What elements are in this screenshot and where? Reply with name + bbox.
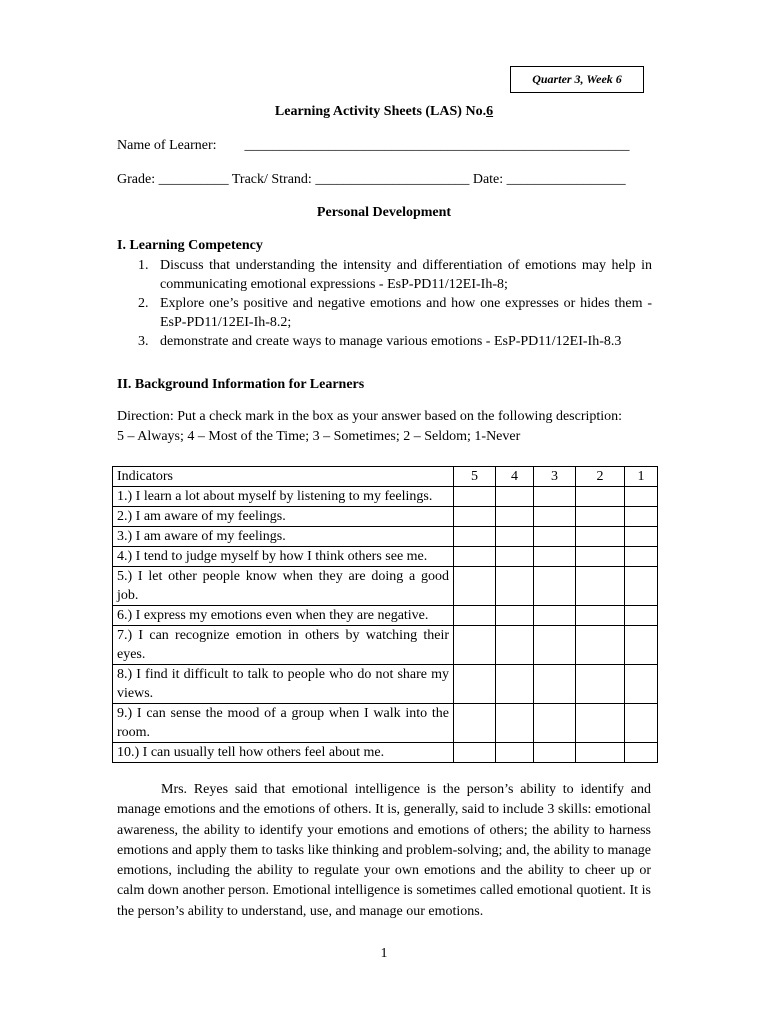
checkbox-cell-4[interactable] bbox=[496, 507, 534, 527]
title-text: Learning Activity Sheets (LAS) No. bbox=[274, 104, 487, 119]
checkbox-cell-3[interactable] bbox=[534, 487, 576, 507]
competency-list bbox=[138, 256, 652, 351]
checkbox-cell-4[interactable] bbox=[496, 487, 534, 507]
checkbox-cell-5[interactable] bbox=[454, 527, 496, 547]
date-blank[interactable]: _________________ bbox=[506, 172, 626, 187]
checkbox-cell-3[interactable] bbox=[534, 626, 576, 665]
table-row bbox=[113, 507, 658, 527]
indicator-text: 9.) I can sense the mood of a group when I walk into the room. bbox=[113, 704, 454, 743]
checkbox-cell-4[interactable] bbox=[496, 527, 534, 547]
indicators-table bbox=[112, 466, 658, 763]
title-number: 6 bbox=[486, 104, 494, 119]
competency-item: 1. Discuss that understanding the intensity and differentiation of emotions may help in communicating emotional expressions - EsP-PD11/12EI-Ih-8; bbox=[138, 258, 652, 292]
checkbox-cell-5[interactable] bbox=[454, 567, 496, 606]
checkbox-cell-2[interactable] bbox=[576, 626, 625, 665]
table-header-row bbox=[113, 467, 658, 487]
indicator-text: 3.) I am aware of my feelings. bbox=[113, 527, 454, 547]
checkbox-cell-5[interactable] bbox=[454, 547, 496, 567]
checkbox-cell-5[interactable] bbox=[454, 606, 496, 626]
indicator-text: 2.) I am aware of my feelings. bbox=[113, 507, 454, 527]
quarter-week-box: Quarter 3, Week 6 bbox=[510, 66, 644, 93]
table-row bbox=[113, 606, 658, 626]
checkbox-cell-1[interactable] bbox=[625, 606, 658, 626]
checkbox-cell-1[interactable] bbox=[625, 704, 658, 743]
checkbox-cell-5[interactable] bbox=[454, 487, 496, 507]
checkbox-cell-2[interactable] bbox=[576, 487, 625, 507]
checkbox-cell-3[interactable] bbox=[534, 743, 576, 763]
checkbox-cell-1[interactable] bbox=[625, 547, 658, 567]
grade-blank[interactable]: __________ bbox=[158, 172, 229, 187]
table-row bbox=[113, 665, 658, 704]
indicator-text: 1.) I learn a lot about myself by listening to my feelings. bbox=[113, 487, 454, 507]
scale-header-3: 3 bbox=[534, 467, 576, 487]
table-row bbox=[113, 704, 658, 743]
checkbox-cell-1[interactable] bbox=[625, 567, 658, 606]
checkbox-cell-1[interactable] bbox=[625, 487, 658, 507]
indicators-header: Indicators bbox=[113, 467, 454, 487]
page-number: 1 bbox=[380, 946, 388, 961]
checkbox-cell-2[interactable] bbox=[576, 567, 625, 606]
grade-track-date-row bbox=[117, 172, 626, 188]
scale-header-1: 1 bbox=[625, 467, 658, 487]
checkbox-cell-2[interactable] bbox=[576, 606, 625, 626]
checkbox-cell-2[interactable] bbox=[576, 704, 625, 743]
scale-legend: 5 – Always; 4 – Most of the Time; 3 – Sometimes; 2 – Seldom; 1-Never bbox=[117, 429, 521, 444]
checkbox-cell-2[interactable] bbox=[576, 527, 625, 547]
competency-item: 2. Explore one’s positive and negative emotions and how one expresses or hides them - EsP-PD11/12EI-Ih-8.2; bbox=[138, 296, 652, 330]
checkbox-cell-1[interactable] bbox=[625, 527, 658, 547]
checkbox-cell-2[interactable] bbox=[576, 665, 625, 704]
track-label: Track/ Strand: bbox=[231, 172, 312, 187]
indicator-text: 6.) I express my emotions even when they are negative. bbox=[113, 606, 454, 626]
checkbox-cell-1[interactable] bbox=[625, 507, 658, 527]
track-blank[interactable]: ______________________ bbox=[315, 172, 470, 187]
indicator-text: 7.) I can recognize emotion in others by watching their eyes. bbox=[113, 626, 454, 665]
indicator-text: 4.) I tend to judge myself by how I think others see me. bbox=[113, 547, 454, 567]
learner-name-row bbox=[117, 138, 630, 154]
checkbox-cell-3[interactable] bbox=[534, 665, 576, 704]
checkbox-cell-2[interactable] bbox=[576, 743, 625, 763]
table-row bbox=[113, 626, 658, 665]
table-row bbox=[113, 743, 658, 763]
learner-name-label: Name of Learner: bbox=[117, 138, 217, 153]
checkbox-cell-5[interactable] bbox=[454, 665, 496, 704]
subject-title: Personal Development bbox=[316, 205, 452, 220]
checkbox-cell-5[interactable] bbox=[454, 626, 496, 665]
scale-header-5: 5 bbox=[454, 467, 496, 487]
checkbox-cell-5[interactable] bbox=[454, 743, 496, 763]
learning-competency-heading: I. Learning Competency bbox=[117, 238, 263, 253]
learner-name-blank[interactable]: _______________________________________________________ bbox=[244, 138, 630, 153]
grade-label: Grade: bbox=[117, 172, 156, 187]
indicator-text: 10.) I can usually tell how others feel about me. bbox=[113, 743, 454, 763]
scale-header-2: 2 bbox=[576, 467, 625, 487]
competency-item: 3. demonstrate and create ways to manage various emotions - EsP-PD11/12EI-Ih-8.3 bbox=[138, 334, 622, 349]
direction-line: Direction: Put a check mark in the box as your answer based on the following description: bbox=[117, 409, 623, 424]
direction-text bbox=[117, 407, 622, 447]
scale-header-4: 4 bbox=[496, 467, 534, 487]
checkbox-cell-4[interactable] bbox=[496, 567, 534, 606]
emotional-intelligence-paragraph: Mrs. Reyes said that emotional intelligence is the person’s ability to identify and manage emotions and the emotions of others. It is, generally, said to include 3 skills: emotional awareness, the ability to identify your emotions and emotions of others; the ability to harness emotions and apply them to tasks like thinking and problem-solving; and, the ability to manage emotions, including the ability to regulate your own emotions and the ability to cheer up or calm down another person. Emotional intelligence is sometimes called emotional quotient. It is the person’s ability to understand, use, and manage our emotions. bbox=[117, 782, 651, 919]
checkbox-cell-3[interactable] bbox=[534, 547, 576, 567]
checkbox-cell-4[interactable] bbox=[496, 547, 534, 567]
checkbox-cell-3[interactable] bbox=[534, 527, 576, 547]
checkbox-cell-2[interactable] bbox=[576, 547, 625, 567]
checkbox-cell-4[interactable] bbox=[496, 704, 534, 743]
checkbox-cell-4[interactable] bbox=[496, 606, 534, 626]
checkbox-cell-1[interactable] bbox=[625, 743, 658, 763]
checkbox-cell-4[interactable] bbox=[496, 665, 534, 704]
table-row bbox=[113, 487, 658, 507]
checkbox-cell-3[interactable] bbox=[534, 704, 576, 743]
checkbox-cell-1[interactable] bbox=[625, 665, 658, 704]
checkbox-cell-5[interactable] bbox=[454, 704, 496, 743]
checkbox-cell-4[interactable] bbox=[496, 626, 534, 665]
date-label: Date: bbox=[472, 172, 504, 187]
checkbox-cell-5[interactable] bbox=[454, 507, 496, 527]
checkbox-cell-4[interactable] bbox=[496, 743, 534, 763]
table-row bbox=[113, 547, 658, 567]
checkbox-cell-1[interactable] bbox=[625, 626, 658, 665]
checkbox-cell-3[interactable] bbox=[534, 567, 576, 606]
checkbox-cell-3[interactable] bbox=[534, 606, 576, 626]
table-row bbox=[113, 527, 658, 547]
checkbox-cell-2[interactable] bbox=[576, 507, 625, 527]
indicator-text: 8.) I find it difficult to talk to people who do not share my views. bbox=[113, 665, 454, 704]
indicator-text: 5.) I let other people know when they are doing a good job. bbox=[113, 567, 454, 606]
table-row bbox=[113, 567, 658, 606]
background-info-heading: II. Background Information for Learners bbox=[117, 377, 365, 392]
document-title bbox=[0, 104, 768, 120]
checkbox-cell-3[interactable] bbox=[534, 507, 576, 527]
